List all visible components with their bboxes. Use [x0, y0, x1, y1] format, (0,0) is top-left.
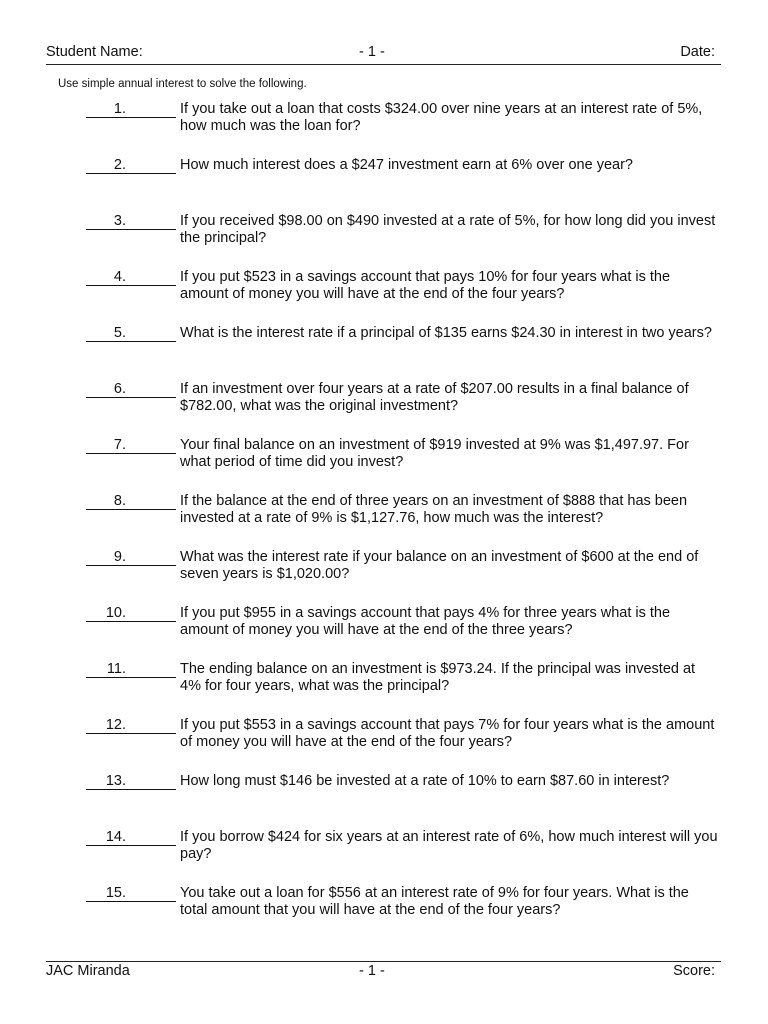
question-text: How much interest does a $247 investment earn at 6% over one year?	[180, 157, 633, 173]
answer-blank[interactable]	[86, 789, 176, 790]
question-item	[46, 773, 721, 813]
date-label: Date:	[680, 44, 715, 60]
author-name: JAC Miranda	[46, 963, 130, 979]
question-text: If the balance at the end of three years on an investment of $888 that has been invested at a rate of 9% is $1,127.76, how much was the interest?	[180, 493, 688, 526]
question-number: 15.	[105, 885, 126, 901]
answer-blank[interactable]	[86, 285, 176, 286]
question-number: 13.	[105, 773, 126, 789]
question-item	[46, 493, 721, 533]
question-number: 10.	[105, 605, 126, 621]
question-text: If you put $553 in a savings account that pays 7% for four years what is the amount of money you will have at the end of the four years?	[180, 717, 715, 750]
footer-page-number: - 1 -	[359, 963, 385, 979]
question-text: If you put $955 in a savings account that pays 4% for three years what is the amount of money you will have at the end of the three years?	[180, 605, 671, 638]
answer-blank[interactable]	[86, 509, 176, 510]
question-item	[46, 101, 721, 141]
question-item	[46, 157, 721, 197]
question-number: 12.	[105, 717, 126, 733]
question-item	[46, 549, 721, 589]
answer-blank[interactable]	[86, 733, 176, 734]
page-header	[46, 44, 721, 65]
answer-blank[interactable]	[86, 901, 176, 902]
question-number: 6.	[113, 381, 126, 397]
answer-blank[interactable]	[86, 565, 176, 566]
question-item	[46, 717, 721, 757]
question-item	[46, 269, 721, 309]
answer-blank[interactable]	[86, 621, 176, 622]
question-number: 9.	[113, 549, 126, 565]
student-name-label: Student Name:	[46, 44, 143, 60]
question-item	[46, 213, 721, 253]
instructions: Use simple annual interest to solve the following.	[58, 78, 307, 90]
answer-blank[interactable]	[86, 341, 176, 342]
question-text: You take out a loan for $556 at an interest rate of 9% for four years. What is the total amount that you will have at the end of the four years?	[180, 885, 689, 918]
page-footer	[46, 961, 721, 982]
question-item	[46, 325, 721, 365]
question-text: If an investment over four years at a rate of $207.00 results in a final balance of $782.00, what was the original investment?	[180, 381, 689, 414]
question-number: 7.	[113, 437, 126, 453]
question-number: 5.	[113, 325, 126, 341]
question-text: If you received $98.00 on $490 invested at a rate of 5%, for how long did you invest the principal?	[180, 213, 716, 246]
header-page-number: - 1 -	[359, 44, 385, 60]
question-item	[46, 605, 721, 645]
question-item	[46, 437, 721, 477]
answer-blank[interactable]	[86, 117, 176, 118]
answer-blank[interactable]	[86, 453, 176, 454]
question-text: The ending balance on an investment is $973.24. If the principal was invested at 4% for four years, what was the principal?	[180, 661, 696, 694]
question-number: 4.	[113, 269, 126, 285]
score-label: Score:	[673, 963, 715, 979]
question-text: How long must $146 be invested at a rate of 10% to earn $87.60 in interest?	[180, 773, 670, 789]
answer-blank[interactable]	[86, 677, 176, 678]
question-text: If you borrow $424 for six years at an interest rate of 6%, how much interest will you pay?	[180, 829, 718, 862]
question-text: Your final balance on an investment of $919 invested at 9% was $1,497.97. For what period of time did you invest?	[180, 437, 689, 470]
question-text: What is the interest rate if a principal of $135 earns $24.30 in interest in two years?	[180, 325, 712, 341]
question-number: 14.	[105, 829, 126, 845]
question-number: 1.	[113, 101, 126, 117]
answer-blank[interactable]	[86, 229, 176, 230]
question-item	[46, 885, 721, 925]
question-item	[46, 381, 721, 421]
answer-blank[interactable]	[86, 845, 176, 846]
answer-blank[interactable]	[86, 173, 176, 174]
question-text: What was the interest rate if your balance on an investment of $600 at the end of seven years is $1,020.00?	[180, 549, 699, 582]
question-number: 2.	[113, 157, 126, 173]
question-text: If you put $523 in a savings account that pays 10% for four years what is the amount of money you will have at the end of the four years?	[180, 269, 671, 302]
question-item	[46, 661, 721, 701]
question-item	[46, 829, 721, 869]
question-number: 11.	[106, 661, 126, 677]
question-number: 3.	[113, 213, 126, 229]
question-number: 8.	[113, 493, 126, 509]
question-text: If you take out a loan that costs $324.00 over nine years at an interest rate of 5%, how much was the loan for?	[180, 101, 703, 134]
answer-blank[interactable]	[86, 397, 176, 398]
